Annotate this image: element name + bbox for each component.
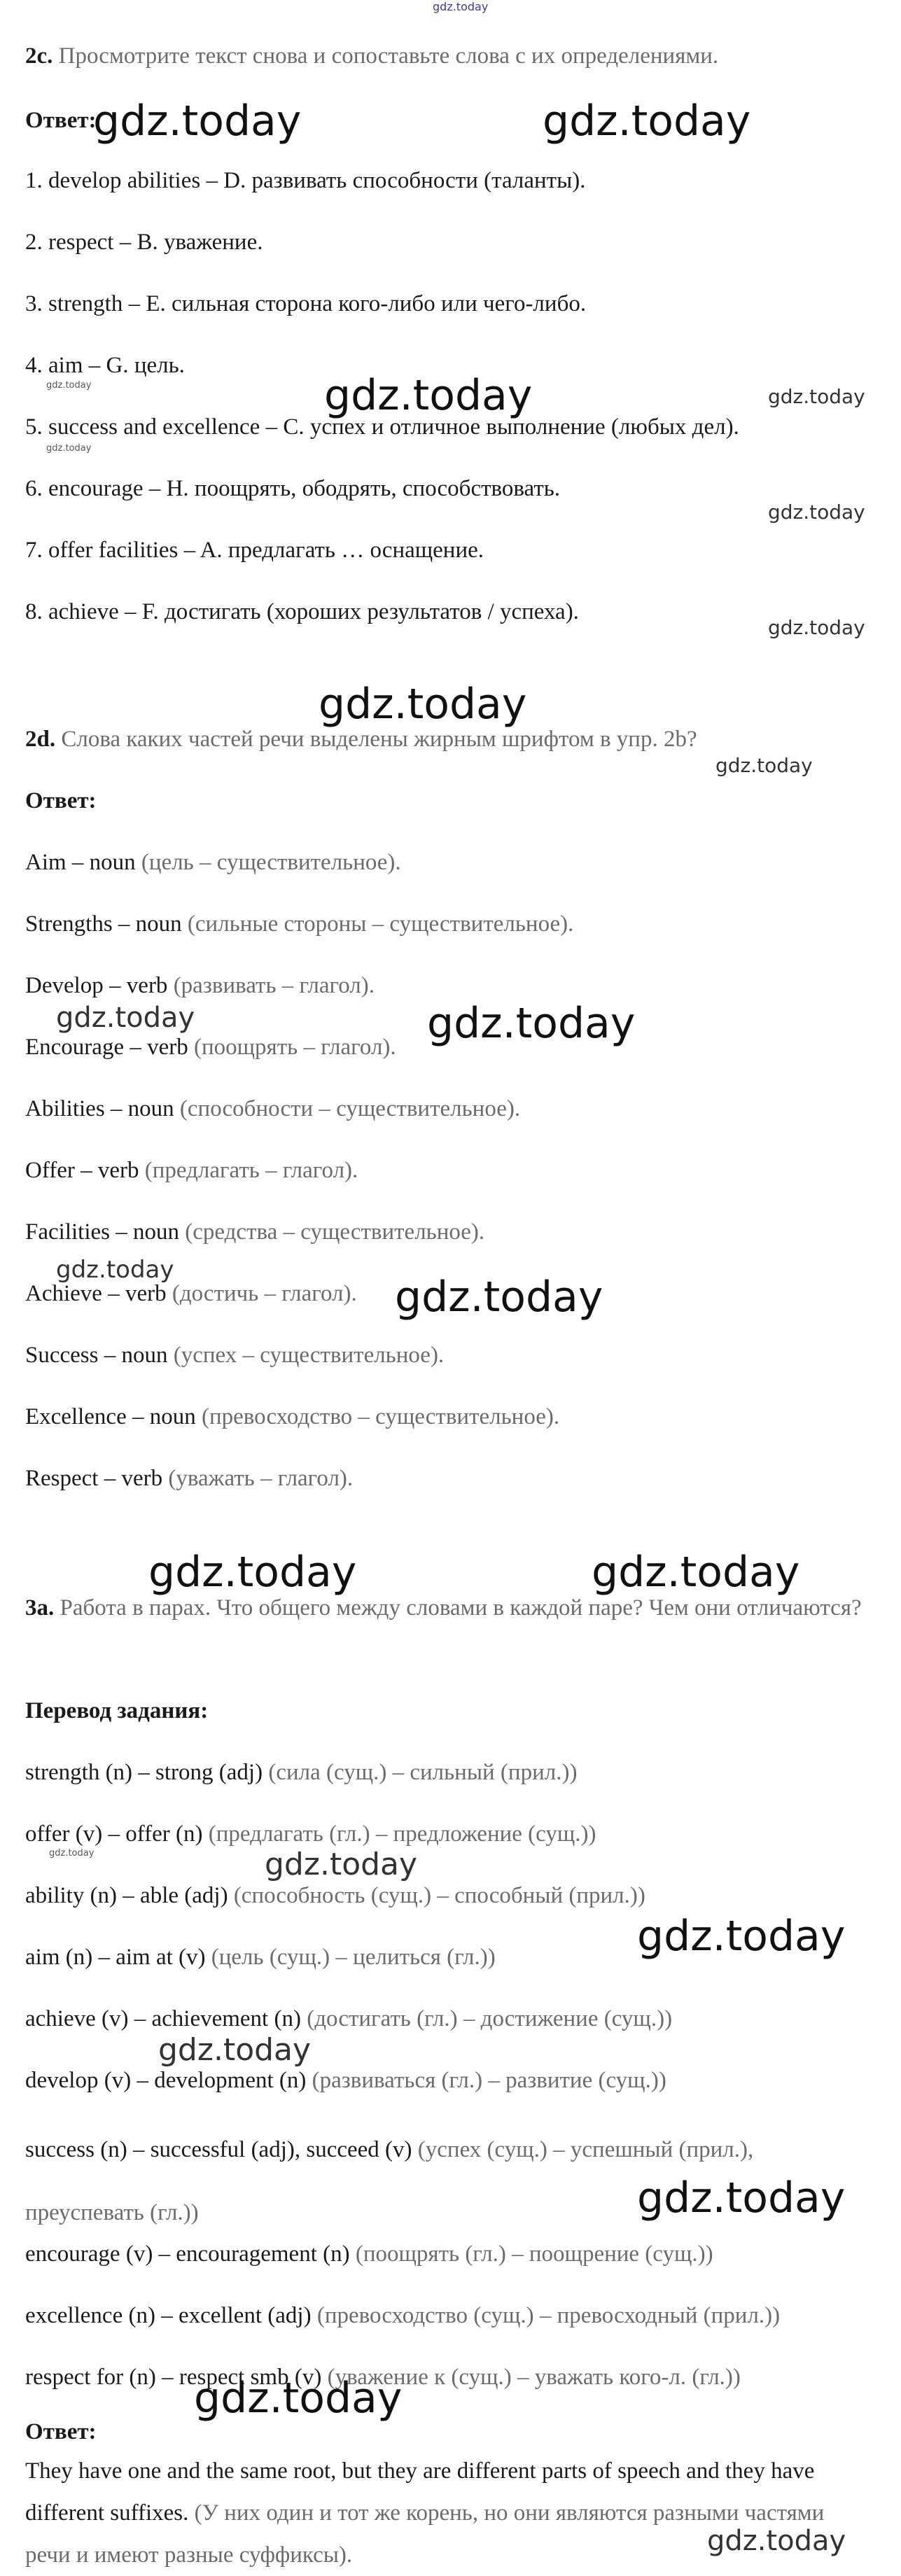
answer-label: Ответ:: [25, 108, 97, 133]
pos-word: Facilities – noun: [25, 1219, 179, 1245]
watermark: gdz.today: [46, 443, 92, 454]
exercise-number: 2d.: [25, 727, 56, 752]
pair-translation: (поощрять (гл.) – поощрение (сущ.)): [355, 2241, 713, 2267]
pos-item: [25, 1464, 353, 1492]
pair-translation: (предлагать (гл.) – предложение (сущ.)): [208, 1821, 596, 1847]
pos-item: [25, 1095, 520, 1123]
answer-ru: (У них один и тот же корень, но они являются разными частями речи и имеют разные суффиксы).: [25, 2500, 825, 2568]
pair-translation: (превосходство (сущ.) – превосходный (прил.)): [316, 2303, 781, 2328]
watermark: gdz.today: [49, 1848, 95, 1858]
pos-item: [25, 1033, 396, 1061]
pos-word: Excellence – noun: [25, 1404, 196, 1429]
watermark: gdz.today: [768, 616, 865, 639]
pos-translation: (способности – существительное).: [179, 1096, 521, 1121]
pos-word: Achieve – verb: [25, 1281, 167, 1306]
watermark: gdz.today: [768, 385, 865, 408]
word-pair: [25, 2066, 666, 2094]
match-item: 8. achieve – F. достигать (хороших результатов / успеха).: [25, 599, 579, 624]
task-text: Работа в парах. Что общего между словами в каждой паре? Чем они отличаются?: [60, 1595, 862, 1620]
watermark: gdz.today: [707, 2525, 846, 2557]
watermark: gdz.today: [46, 380, 92, 391]
word-pair: [25, 2240, 713, 2268]
answer-label: Ответ:: [25, 2419, 97, 2444]
pos-translation: (поощрять – глагол).: [193, 1035, 396, 1060]
pos-word: Abilities – noun: [25, 1096, 174, 1121]
match-item: 7. offer facilities – A. предлагать … оснащение.: [25, 538, 484, 563]
pair-words: success (n) – successful (adj), succeed (v): [25, 2137, 412, 2162]
pair-words: encourage (v) – encouragement (n): [25, 2241, 350, 2267]
pos-item: [25, 1156, 358, 1184]
exercise-number: 2c.: [25, 43, 53, 69]
pos-translation: (развивать – глагол).: [173, 973, 375, 998]
pair-translation: (достигать (гл.) – достижение (сущ.)): [307, 2006, 673, 2031]
watermark: gdz.today: [768, 500, 865, 524]
match-item: 5. success and excellence – C. успех и отличное выполнение (любых дел).: [25, 414, 739, 440]
word-pair: [25, 1943, 496, 1971]
pair-words: respect for (n) – respect smb (v): [25, 2365, 322, 2390]
watermark: gdz.today: [637, 2174, 846, 2222]
pair-translation: (успех (сущ.) – успешный (прил.), преуспевать (гл.)): [25, 2137, 754, 2225]
pos-translation: (успех – существительное).: [173, 1343, 445, 1368]
pair-translation: (уважение к (сущ.) – уважать кого-л. (гл.)): [327, 2365, 741, 2390]
pair-words: aim (n) – aim at (v): [25, 1945, 206, 1970]
pos-item: [25, 848, 401, 876]
pos-translation: (цель – существительное).: [141, 850, 401, 875]
word-pair: [25, 1758, 577, 1786]
watermark: gdz.today: [543, 97, 751, 146]
watermark: gdz.today: [395, 1273, 603, 1322]
pos-word: Offer – verb: [25, 1158, 139, 1183]
watermark: gdz.today: [56, 1002, 195, 1034]
pos-item: [25, 910, 573, 938]
pair-words: excellence (n) – excellent (adj): [25, 2303, 312, 2328]
match-item: 1. develop abilities – D. развивать способности (таланты).: [25, 168, 586, 193]
task-text: Слова каких частей речи выделены жирным шрифтом в упр. 2b?: [61, 727, 697, 752]
answer-text: [25, 2450, 872, 2576]
pos-word: Success – noun: [25, 1343, 168, 1368]
watermark: gdz.today: [637, 1912, 846, 1961]
pair-translation: (способность (сущ.) – способный (прил.)): [233, 1883, 645, 1908]
exercise-2c-task: [25, 42, 718, 70]
watermark: gdz.today: [319, 680, 527, 729]
watermark: gdz.today: [158, 2032, 312, 2068]
word-pair: [25, 2302, 780, 2330]
watermark: gdz.today: [592, 1548, 800, 1597]
word-pair: [25, 1882, 645, 1910]
watermark: gdz.today: [265, 1847, 418, 1882]
watermark: gdz.today: [427, 999, 636, 1048]
pos-word: Respect – verb: [25, 1466, 163, 1491]
match-item: 2. respect – B. уважение.: [25, 230, 263, 255]
pair-translation: (развиваться (гл.) – развитие (сущ.)): [312, 2068, 666, 2093]
pos-item: [25, 1341, 444, 1369]
watermark: gdz.today: [715, 754, 813, 777]
watermark: gdz.today: [194, 2374, 403, 2423]
match-item: 6. encourage – H. поощрять, ободрять, способствовать.: [25, 476, 561, 501]
pair-translation: (цель (сущ.) – целиться (гл.)): [211, 1945, 496, 1970]
answer-en: They have one and the same root, but they are different parts of speech and they have different suffixes.: [25, 2458, 815, 2526]
pos-word: Aim – noun: [25, 850, 136, 875]
pos-item: [25, 1218, 484, 1246]
pos-item: [25, 1280, 357, 1308]
translation-label: Перевод задания:: [25, 1698, 209, 1723]
watermark: gdz.today: [56, 1256, 174, 1284]
pos-word: Develop – verb: [25, 973, 168, 998]
watermark-top: gdz.today: [433, 0, 489, 13]
pair-words: offer (v) – offer (n): [25, 1821, 203, 1847]
pos-translation: (средства – существительное).: [185, 1219, 485, 1245]
match-item: 3. strength – E. сильная сторона кого-либо или чего-либо.: [25, 291, 587, 316]
watermark: gdz.today: [324, 371, 533, 420]
exercise-2d-task: [25, 725, 697, 753]
pair-words: strength (n) – strong (adj): [25, 1760, 263, 1785]
pair-words: develop (v) – development (n): [25, 2068, 307, 2093]
watermark: gdz.today: [148, 1548, 357, 1597]
exercise-number: 3a.: [25, 1595, 55, 1620]
pos-item: [25, 1403, 559, 1431]
pos-item: [25, 972, 375, 1000]
pos-translation: (предлагать – глагол).: [144, 1158, 358, 1183]
pos-translation: (достичь – глагол).: [172, 1281, 357, 1306]
match-item: 4. aim – G. цель.: [25, 353, 185, 378]
pos-translation: (превосходство – существительное).: [201, 1404, 560, 1429]
pos-translation: (уважать – глагол).: [168, 1466, 354, 1491]
watermark: gdz.today: [93, 97, 302, 146]
task-text: Просмотрите текст снова и сопоставьте слова с их определениями.: [58, 43, 719, 69]
pos-translation: (сильные стороны – существительное).: [187, 911, 574, 937]
answer-label: Ответ:: [25, 788, 97, 813]
pos-word: Encourage – verb: [25, 1035, 188, 1060]
pair-words: ability (n) – able (adj): [25, 1883, 228, 1908]
word-pair: [25, 1820, 596, 1848]
pos-word: Strengths – noun: [25, 911, 182, 937]
word-pair: [25, 2005, 672, 2033]
pair-translation: (сила (сущ.) – сильный (прил.)): [268, 1760, 578, 1785]
pair-words: achieve (v) – achievement (n): [25, 2006, 301, 2031]
